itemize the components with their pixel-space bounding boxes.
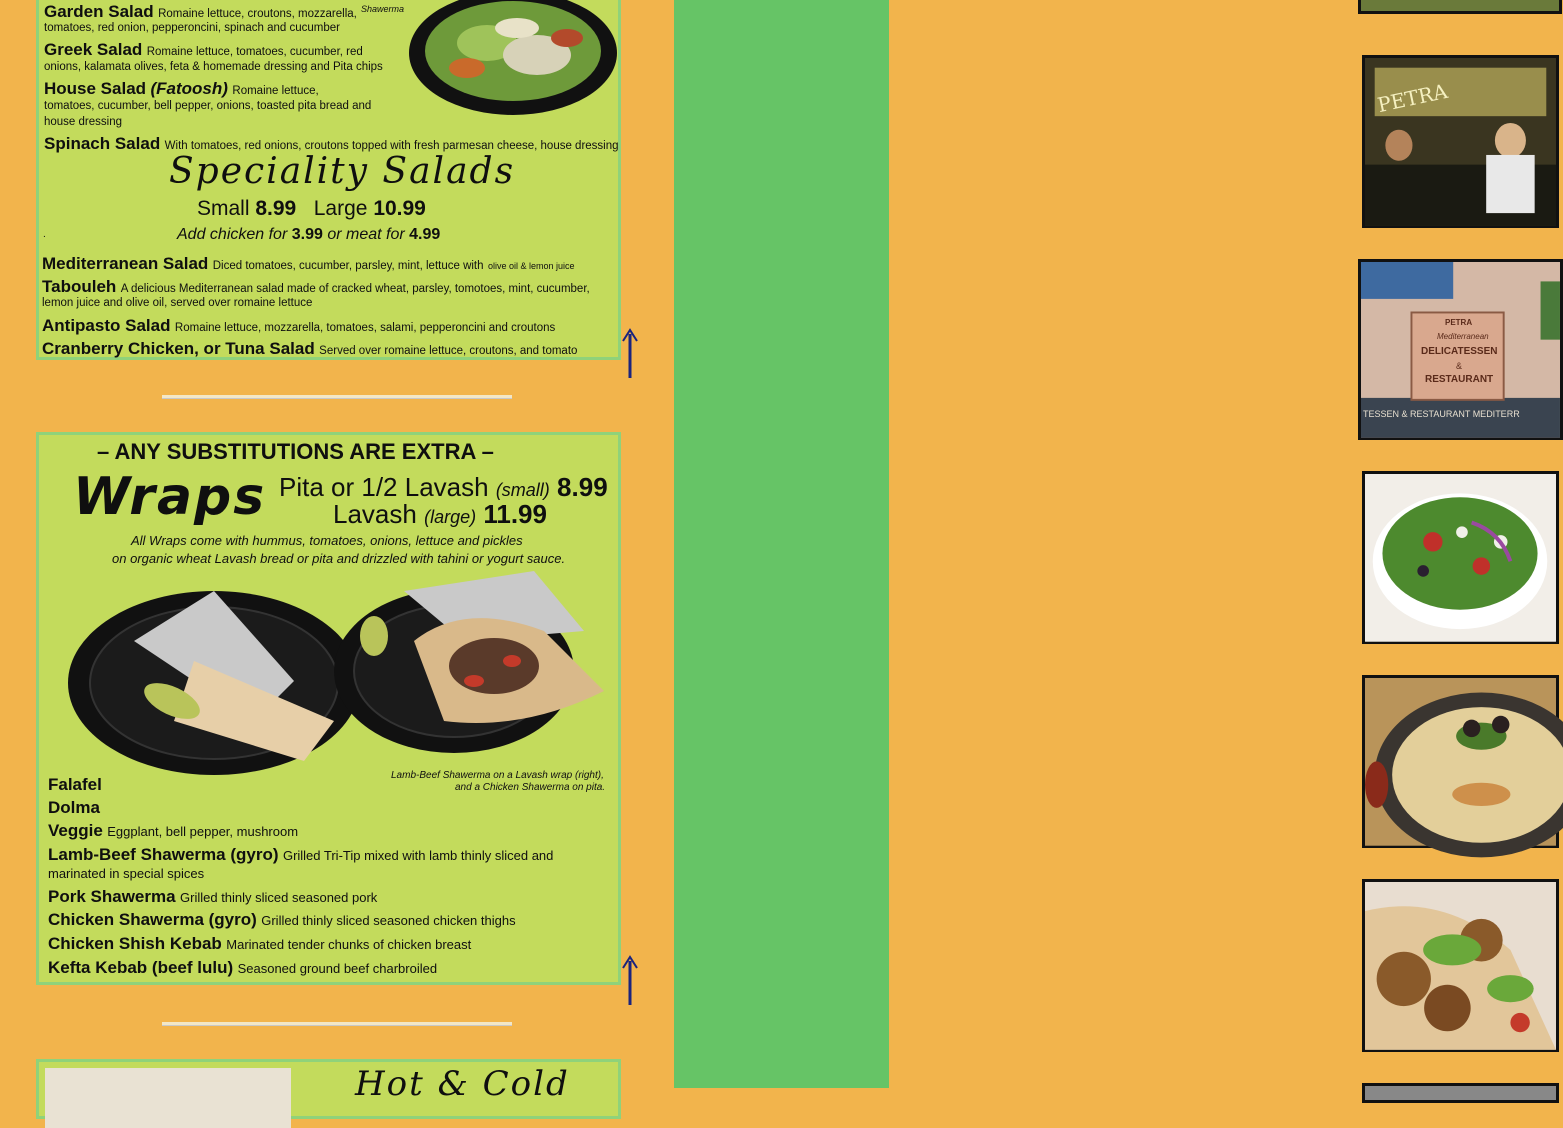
small-label: Small <box>197 197 250 220</box>
petra-staff-photo[interactable] <box>1362 55 1559 228</box>
item-desc-line2: tomatoes, red onion, pepperoncini, spinach and cucumber <box>44 22 340 34</box>
shawerma-salad-image <box>407 0 619 121</box>
small-price: 8.99 <box>255 197 297 220</box>
item-desc: Romaine lettuce, <box>232 85 319 97</box>
sign-mediterranean: Mediterranean <box>1437 332 1489 341</box>
falafel-pita-photo[interactable] <box>1362 879 1559 1052</box>
sandwich-photo <box>45 1068 291 1128</box>
wraps-heading: Wraps <box>73 467 267 527</box>
item-name: Kefta Kebab (beef lulu) <box>48 958 234 977</box>
item-desc-line2: marinated in special spices <box>48 866 205 881</box>
item-name: Mediterranean Salad <box>42 254 209 273</box>
item-name: Chicken Shawerma (gyro) <box>48 910 257 929</box>
staff-photo-sign: PETRA <box>1375 78 1450 118</box>
menu-item-falafel <box>48 775 102 795</box>
menu-item-veggie <box>48 821 298 841</box>
addon-text1: Add chicken for <box>177 226 288 243</box>
sign-restaurant: RESTAURANT <box>1425 374 1494 385</box>
salad-plate-photo[interactable] <box>1358 0 1562 14</box>
large-price: 10.99 <box>373 197 426 220</box>
hot-cold-panel <box>36 1059 621 1119</box>
item-desc: Diced tomatoes, cucumber, parsley, mint, lettuce with <box>212 260 484 272</box>
image-caption: Shawerma <box>361 4 405 14</box>
item-name: Pork Shawerma <box>48 887 176 906</box>
item-desc: Grilled thinly sliced seasoned pork <box>180 890 378 905</box>
item-name: House Salad <box>44 79 147 98</box>
item-name: Cranberry Chicken, or Tuna Salad <box>42 339 315 358</box>
item-small-note: olive oil & lemon juice <box>487 261 575 271</box>
salads-panel <box>36 0 621 360</box>
pita-size: (small) <box>495 480 550 500</box>
item-name: Garden Salad <box>44 2 154 21</box>
item-name: Lamb-Beef Shawerma (gyro) <box>48 845 279 864</box>
menu-item-greek-salad <box>44 40 363 60</box>
item-name: Antipasto Salad <box>42 316 171 335</box>
wraps-photo <box>64 571 616 781</box>
large-label: Large <box>313 197 368 220</box>
item-desc: Grilled thinly sliced seasoned chicken thighs <box>261 913 516 928</box>
falafel-image <box>1365 882 1556 1050</box>
staff-image <box>1365 58 1556 226</box>
greek-salad-photo[interactable] <box>1362 471 1559 644</box>
item-desc: Eggplant, bell pepper, mushroom <box>107 824 299 839</box>
menu-item-antipasto-salad <box>42 316 555 336</box>
menu-item-chicken-shawerma <box>48 910 516 930</box>
menu-item-garden-salad <box>44 2 357 22</box>
item-name: Dolma <box>48 798 100 817</box>
item-desc-line2: onions, kalamata olives, feta & homemade dressing and Pita chips <box>44 61 383 73</box>
back-to-top-arrow-icon[interactable] <box>622 955 638 1007</box>
menu-item-house-salad <box>44 79 319 99</box>
section-divider <box>162 395 512 398</box>
sign-delicatessen: DELICATESSEN <box>1421 346 1498 357</box>
addon-line <box>177 226 440 244</box>
specialty-salads-heading: Speciality Salads <box>169 151 516 192</box>
lavash-label: Lavash <box>333 499 417 529</box>
next-sidebar-photo[interactable] <box>1362 1083 1559 1103</box>
item-name: Veggie <box>48 821 103 840</box>
item-desc: Marinated tender chunks of chicken breast <box>226 937 472 952</box>
pita-price: 8.99 <box>557 472 608 502</box>
dot-mark: . <box>43 229 46 240</box>
pita-label: Pita or 1/2 Lavash <box>279 472 489 502</box>
hummus-photo[interactable] <box>1362 675 1559 848</box>
menu-item-chicken-shish-kebab <box>48 934 471 954</box>
addon-text2: or meat for <box>327 226 405 243</box>
menu-item-tabouleh <box>42 277 590 297</box>
item-desc-line3: house dressing <box>44 116 122 128</box>
addon-price2: 4.99 <box>409 226 441 243</box>
menu-main-column <box>0 0 674 1104</box>
storefront-photo[interactable] <box>1358 259 1563 440</box>
item-desc: Seasoned ground beef charbroiled <box>237 961 438 976</box>
wraps-intro-line1: All Wraps come with hummus, tomatoes, onions, lettuce and pickles <box>131 533 523 548</box>
item-name: Spinach Salad <box>44 134 161 153</box>
menu-item-dolma <box>48 798 100 818</box>
item-name-italic: (Fatoosh) <box>150 79 228 98</box>
menu-item-pork-shawerma <box>48 887 377 907</box>
hummus-image <box>1365 678 1556 846</box>
item-name: Tabouleh <box>42 277 117 296</box>
greek-salad-image <box>1365 474 1556 642</box>
sign-petra: PETRA <box>1445 318 1473 327</box>
back-to-top-arrow-icon[interactable] <box>622 328 638 380</box>
item-desc: Grilled Tri-Tip mixed with lamb thinly sliced and <box>282 848 554 863</box>
wraps-panel <box>36 432 621 985</box>
item-desc-line2: lemon juice and olive oil, served over romaine lettuce <box>42 297 313 309</box>
menu-item-lamb-beef-shawerma <box>48 845 553 865</box>
item-desc: Romaine lettuce, mozzarella, tomatoes, salami, pepperoncini and croutons <box>174 322 556 334</box>
substitutions-notice: – ANY SUBSTITUTIONS ARE EXTRA – <box>97 439 494 464</box>
awning-text: TESSEN & RESTAURANT MEDITERR <box>1363 409 1520 419</box>
section-divider <box>162 1022 512 1025</box>
item-desc: Romaine lettuce, tomatoes, cucumber, red <box>146 46 363 58</box>
lavash-price: 11.99 <box>483 499 547 529</box>
item-name: Falafel <box>48 775 102 794</box>
menu-item-cranberry-chicken <box>42 339 577 359</box>
sign-ampersand: & <box>1456 361 1463 371</box>
lavash-size: (large) <box>424 507 477 527</box>
wraps-caption-line1: Lamb-Beef Shawerma on a Lavash wrap (right), <box>391 770 604 781</box>
hot-cold-heading: Hot & Cold <box>355 1064 570 1104</box>
item-desc: Romaine lettuce, croutons, mozzarella, <box>158 8 357 20</box>
wraps-caption-line2: and a Chicken Shawerma on pita. <box>455 782 606 793</box>
item-desc-line2: tomatoes, cucumber, bell pepper, onions, toasted pita bread and <box>44 100 372 112</box>
item-desc: Served over romaine lettuce, croutons, and tomato <box>319 345 578 357</box>
item-desc: With tomatoes, red onions, croutons topped with fresh parmesan cheese, house dressing <box>164 140 619 152</box>
item-name: Chicken Shish Kebab <box>48 934 222 953</box>
addon-price1: 3.99 <box>291 226 323 243</box>
item-name: Greek Salad <box>44 40 143 59</box>
wraps-intro-line2: on organic wheat Lavash bread or pita and drizzled with tahini or yogurt sauce. <box>112 551 566 566</box>
menu-item-mediterranean-salad <box>42 254 575 274</box>
photo-sidebar <box>674 0 1520 1088</box>
specialty-price-line <box>197 197 426 221</box>
item-desc: A delicious Mediterranean salad made of cracked wheat, parsley, tomotoes, mint, cucumber, <box>120 283 590 295</box>
menu-item-kefta-kebab <box>48 958 437 978</box>
lavash-price-line <box>333 499 547 530</box>
